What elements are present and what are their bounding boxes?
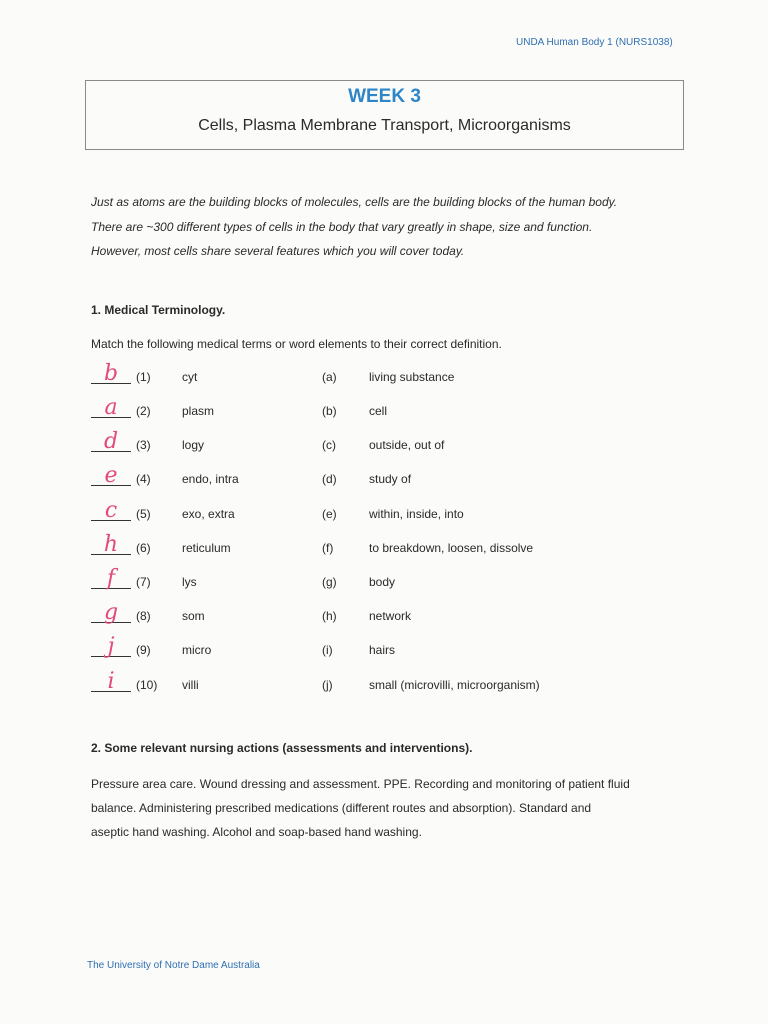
term-number: (9)	[136, 643, 151, 657]
handwritten-answer: d	[103, 429, 119, 454]
definition-letter: (i)	[322, 643, 333, 657]
definition-letter: (a)	[322, 370, 337, 384]
match-row	[0, 361, 768, 395]
definition: body	[369, 575, 396, 589]
match-row	[0, 429, 768, 463]
definition-letter: (j)	[322, 678, 333, 692]
term: micro	[182, 643, 212, 657]
handwritten-answer: a	[104, 395, 118, 420]
match-row	[0, 463, 768, 497]
intro-line: There are ~300 different types of cells in the body that vary greatly in shape, size and function.	[91, 219, 593, 234]
term: cyt	[182, 370, 198, 384]
definition: network	[369, 609, 412, 623]
week-subtitle: Cells, Plasma Membrane Transport, Microorganisms	[198, 117, 571, 134]
term-number: (4)	[136, 472, 151, 486]
match-row	[0, 566, 768, 600]
match-row	[0, 395, 768, 429]
handwritten-answer: f	[106, 566, 116, 591]
term-number: (3)	[136, 438, 151, 452]
intro-paragraph	[91, 190, 691, 264]
term: villi	[182, 678, 199, 692]
definition-letter: (h)	[322, 609, 337, 623]
term: exo, extra	[182, 507, 235, 521]
definition-letter: (g)	[322, 575, 337, 589]
match-row	[0, 634, 768, 668]
handwritten-answer: e	[104, 463, 118, 488]
handwritten-answer: c	[104, 498, 118, 523]
intro-line: Just as atoms are the building blocks of molecules, cells are the building blocks of the human body.	[91, 195, 618, 209]
match-row	[0, 600, 768, 634]
week-title: WEEK 3	[348, 86, 421, 107]
definition: living substance	[369, 370, 455, 384]
definition-letter: (b)	[322, 404, 337, 418]
handwritten-answer: b	[103, 361, 119, 386]
intro-line: However, most cells share several features which you will cover today.	[91, 244, 465, 258]
handwritten-answer: i	[107, 669, 115, 694]
definition: to breakdown, loosen, dissolve	[369, 541, 534, 555]
term: reticulum	[182, 541, 231, 555]
definition: within, inside, into	[369, 507, 464, 521]
term: som	[182, 609, 205, 623]
definition-letter: (e)	[322, 507, 337, 521]
term-number: (8)	[136, 609, 151, 623]
definition: hairs	[369, 643, 396, 657]
institution-footer: The University of Notre Dame Australia	[87, 960, 260, 971]
term-number: (1)	[136, 370, 151, 384]
section-2-line: aseptic hand washing. Alcohol and soap-based hand washing.	[91, 825, 422, 839]
term-number: (10)	[136, 678, 158, 692]
definition: outside, out of	[369, 438, 445, 452]
match-row	[0, 532, 768, 566]
section-2-line: Pressure area care. Wound dressing and assessment. PPE. Recording and monitoring of patient fluid	[91, 777, 630, 791]
title-box	[85, 80, 684, 150]
term-number: (7)	[136, 575, 151, 589]
definition-letter: (c)	[322, 438, 336, 452]
term: lys	[182, 575, 197, 589]
term: logy	[182, 438, 205, 452]
section-1-title: 1. Medical Terminology.	[91, 303, 226, 317]
term-number: (6)	[136, 541, 151, 555]
handwritten-answer: h	[103, 532, 119, 557]
term-number: (5)	[136, 507, 151, 521]
definition-letter: (d)	[322, 472, 337, 486]
section-1-instruction: Match the following medical terms or word elements to their correct definition.	[91, 337, 502, 351]
definition: cell	[369, 404, 388, 418]
match-row	[0, 498, 768, 532]
term-number: (2)	[136, 404, 151, 418]
handwritten-answer: j	[107, 634, 115, 659]
match-row	[0, 669, 768, 703]
term: endo, intra	[182, 472, 239, 486]
definition-letter: (f)	[322, 541, 334, 555]
handwritten-answer: g	[103, 600, 119, 625]
course-code-header: UNDA Human Body 1 (NURS1038)	[516, 37, 673, 48]
section-2-line: balance. Administering prescribed medications (different routes and absorption). Standard and	[91, 801, 592, 815]
term: plasm	[182, 404, 215, 418]
section-2-title: 2. Some relevant nursing actions (assessments and interventions).	[91, 741, 473, 755]
definition: study of	[369, 472, 412, 486]
definition: small (microvilli, microorganism)	[369, 678, 540, 692]
section-2-body	[91, 772, 681, 844]
